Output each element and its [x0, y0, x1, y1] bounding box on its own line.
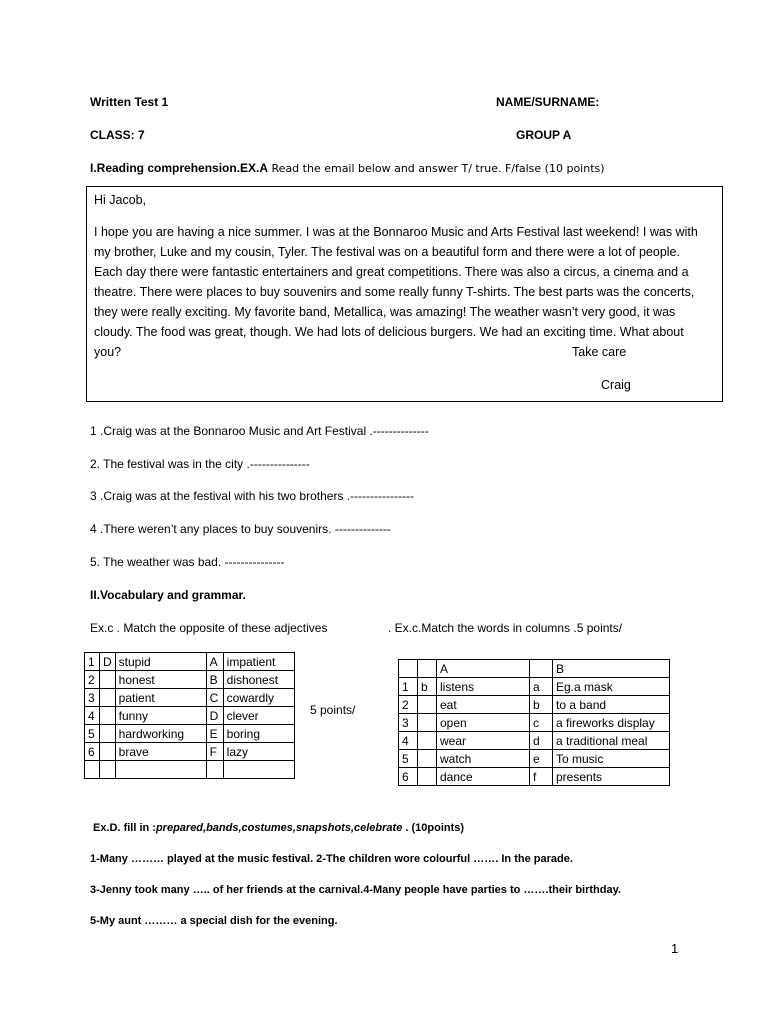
opposites-cell-ans: D — [100, 653, 116, 671]
match-cell-n: 3 — [399, 714, 418, 732]
opposites-cell-word: patient — [115, 689, 206, 707]
opposites-cell-letter: C — [206, 689, 223, 707]
match-row — [399, 768, 670, 786]
match-cell-letter: f — [530, 768, 553, 786]
match-cell-ans — [418, 750, 437, 768]
class-label: CLASS: 7 — [90, 128, 145, 142]
email-line: you? — [94, 345, 122, 359]
match-cell-phrase: presents — [553, 768, 670, 786]
opposites-cell-opp: cowardly — [223, 689, 294, 707]
email-signature: Craig — [601, 378, 631, 392]
reading-heading-bold: I.Reading comprehension.EX.A — [90, 161, 269, 175]
opposites-row — [85, 725, 295, 743]
opposites-cell-letter — [206, 761, 223, 779]
match-row — [399, 678, 670, 696]
match-cell-word: watch — [437, 750, 530, 768]
opposites-cell-n: 4 — [85, 707, 100, 725]
match-cell-n: 6 — [399, 768, 418, 786]
exc-left-instruction: Ex.c . Match the opposite of these adjectives — [90, 621, 328, 635]
tf-question-2: 2. The festival was in the city .--------------- — [90, 457, 310, 471]
opposites-cell-word: funny — [115, 707, 206, 725]
match-cell-word: dance — [437, 768, 530, 786]
match-row — [399, 750, 670, 768]
email-line: theatre. There were places to buy souvenirs and some really funny T-shirts. The best parts was the concerts, — [94, 285, 695, 299]
match-cell-n: 5 — [399, 750, 418, 768]
opposites-row — [85, 653, 295, 671]
opposites-cell-word: stupid — [115, 653, 206, 671]
opposites-table — [84, 652, 295, 779]
match-cell-word: eat — [437, 696, 530, 714]
opposites-cell-opp: impatient — [223, 653, 294, 671]
match-cell-phrase: a fireworks display — [553, 714, 670, 732]
email-line: I hope you are having a nice summer. I was at the Bonnaroo Music and Arts Festival last weekend! I was with — [94, 225, 698, 239]
exd-prefix: Ex.D. fill in : — [93, 822, 156, 834]
match-header-row — [399, 660, 670, 678]
opposites-cell-opp — [223, 761, 294, 779]
email-line: cloudy. The food was great, though. We had lots of delicious burgers. We had an exciting time. What about — [94, 325, 684, 339]
match-cell-n: 4 — [399, 732, 418, 750]
match-cell-ans — [418, 768, 437, 786]
match-cell-phrase: Eg.a mask — [553, 678, 670, 696]
match-cell-letter: d — [530, 732, 553, 750]
opposites-cell-word: hardworking — [115, 725, 206, 743]
email-line: they were really exciting. My favorite band, Metallica, was amazing! The weather wasn’t very good, it was — [94, 305, 676, 319]
opposites-cell-n: 2 — [85, 671, 100, 689]
match-header-empty — [399, 660, 418, 678]
exc-left-points: 5 points/ — [310, 703, 356, 717]
match-header-empty — [418, 660, 437, 678]
match-header-header_a: A — [437, 660, 530, 678]
match-cell-word: wear — [437, 732, 530, 750]
opposites-cell-opp: lazy — [223, 743, 294, 761]
tf-question-3: 3 .Craig was at the festival with his two brothers .---------------- — [90, 489, 415, 503]
opposites-cell-n: 5 — [85, 725, 100, 743]
opposites-cell-letter: B — [206, 671, 223, 689]
match-cell-ans — [418, 732, 437, 750]
opposites-cell-ans — [100, 761, 116, 779]
match-row — [399, 732, 670, 750]
exd-sentence-line: 1-Many ……… played at the music festival. 2-The children wore colourful ……. In the parade. — [90, 853, 573, 865]
email-closing: Take care — [572, 345, 627, 359]
match-cell-letter: e — [530, 750, 553, 768]
match-cell-phrase: To music — [553, 750, 670, 768]
opposites-cell-n: 3 — [85, 689, 100, 707]
match-columns-table — [398, 659, 670, 786]
exd-word-list: prepared,bands,costumes,snapshots,celebrate — [155, 822, 403, 834]
match-cell-n: 1 — [399, 678, 418, 696]
match-header-header_b: B — [553, 660, 670, 678]
opposites-cell-n: 1 — [85, 653, 100, 671]
email-greeting: Hi Jacob, — [94, 193, 147, 207]
match-cell-phrase: to a band — [553, 696, 670, 714]
match-cell-word: listens — [437, 678, 530, 696]
email-line: Each day there were fantastic entertainers and great competitions. There was also a circus, a cinema and a — [94, 265, 689, 279]
email-box — [86, 186, 723, 402]
match-row — [399, 696, 670, 714]
tf-question-4: 4 .There weren’t any places to buy souvenirs. -------------- — [90, 522, 391, 536]
email-line: my brother, Luke and my cousin, Tyler. The festival was on a beautiful form and there were a lot of people. — [94, 245, 680, 259]
vocabulary-heading: II.Vocabulary and grammar. — [90, 588, 246, 602]
group-label: GROUP A — [516, 128, 572, 142]
opposites-cell-letter: D — [206, 707, 223, 725]
opposites-cell-word: brave — [115, 743, 206, 761]
match-cell-ans — [418, 696, 437, 714]
match-cell-letter: a — [530, 678, 553, 696]
opposites-row — [85, 761, 295, 779]
test-title: Written Test 1 — [90, 95, 169, 109]
opposites-cell-letter: F — [206, 743, 223, 761]
opposites-cell-n — [85, 761, 100, 779]
opposites-cell-n: 6 — [85, 743, 100, 761]
opposites-row — [85, 743, 295, 761]
exc-right-instruction: . Ex.c.Match the words in columns .5 points/ — [388, 621, 623, 635]
exd-sentence-line: 3-Jenny took many ….. of her friends at the carnival.4-Many people have parties to …….their birthday. — [90, 884, 621, 896]
match-cell-n: 2 — [399, 696, 418, 714]
opposites-cell-opp: clever — [223, 707, 294, 725]
name-surname-label: NAME/SURNAME: — [496, 95, 600, 109]
opposites-cell-letter: E — [206, 725, 223, 743]
match-cell-letter: b — [530, 696, 553, 714]
exd-suffix: . (10points) — [402, 822, 465, 834]
opposites-cell-ans — [100, 707, 116, 725]
opposites-cell-ans — [100, 689, 116, 707]
exd-heading — [93, 822, 464, 834]
opposites-row — [85, 671, 295, 689]
opposites-cell-ans — [100, 743, 116, 761]
match-cell-letter: c — [530, 714, 553, 732]
tf-question-1: 1 .Craig was at the Bonnaroo Music and Art Festival .-------------- — [90, 424, 429, 438]
opposites-cell-word: honest — [115, 671, 206, 689]
opposites-row — [85, 689, 295, 707]
match-cell-ans: b — [418, 678, 437, 696]
reading-heading-instruction: Read the email below and answer T/ true. F/false (10 points) — [268, 162, 605, 175]
match-cell-ans — [418, 714, 437, 732]
opposites-cell-opp: dishonest — [223, 671, 294, 689]
opposites-row — [85, 707, 295, 725]
opposites-cell-word — [115, 761, 206, 779]
exd-sentence-line: 5-My aunt ……… a special dish for the evening. — [90, 915, 338, 927]
page-number: 1 — [671, 941, 679, 956]
opposites-cell-ans — [100, 725, 116, 743]
opposites-cell-opp: boring — [223, 725, 294, 743]
match-cell-word: open — [437, 714, 530, 732]
opposites-cell-ans — [100, 671, 116, 689]
match-header-empty — [530, 660, 553, 678]
tf-question-5: 5. The weather was bad. --------------- — [90, 555, 285, 569]
reading-heading — [90, 161, 605, 175]
opposites-cell-letter: A — [206, 653, 223, 671]
match-cell-phrase: a traditional meal — [553, 732, 670, 750]
match-row — [399, 714, 670, 732]
